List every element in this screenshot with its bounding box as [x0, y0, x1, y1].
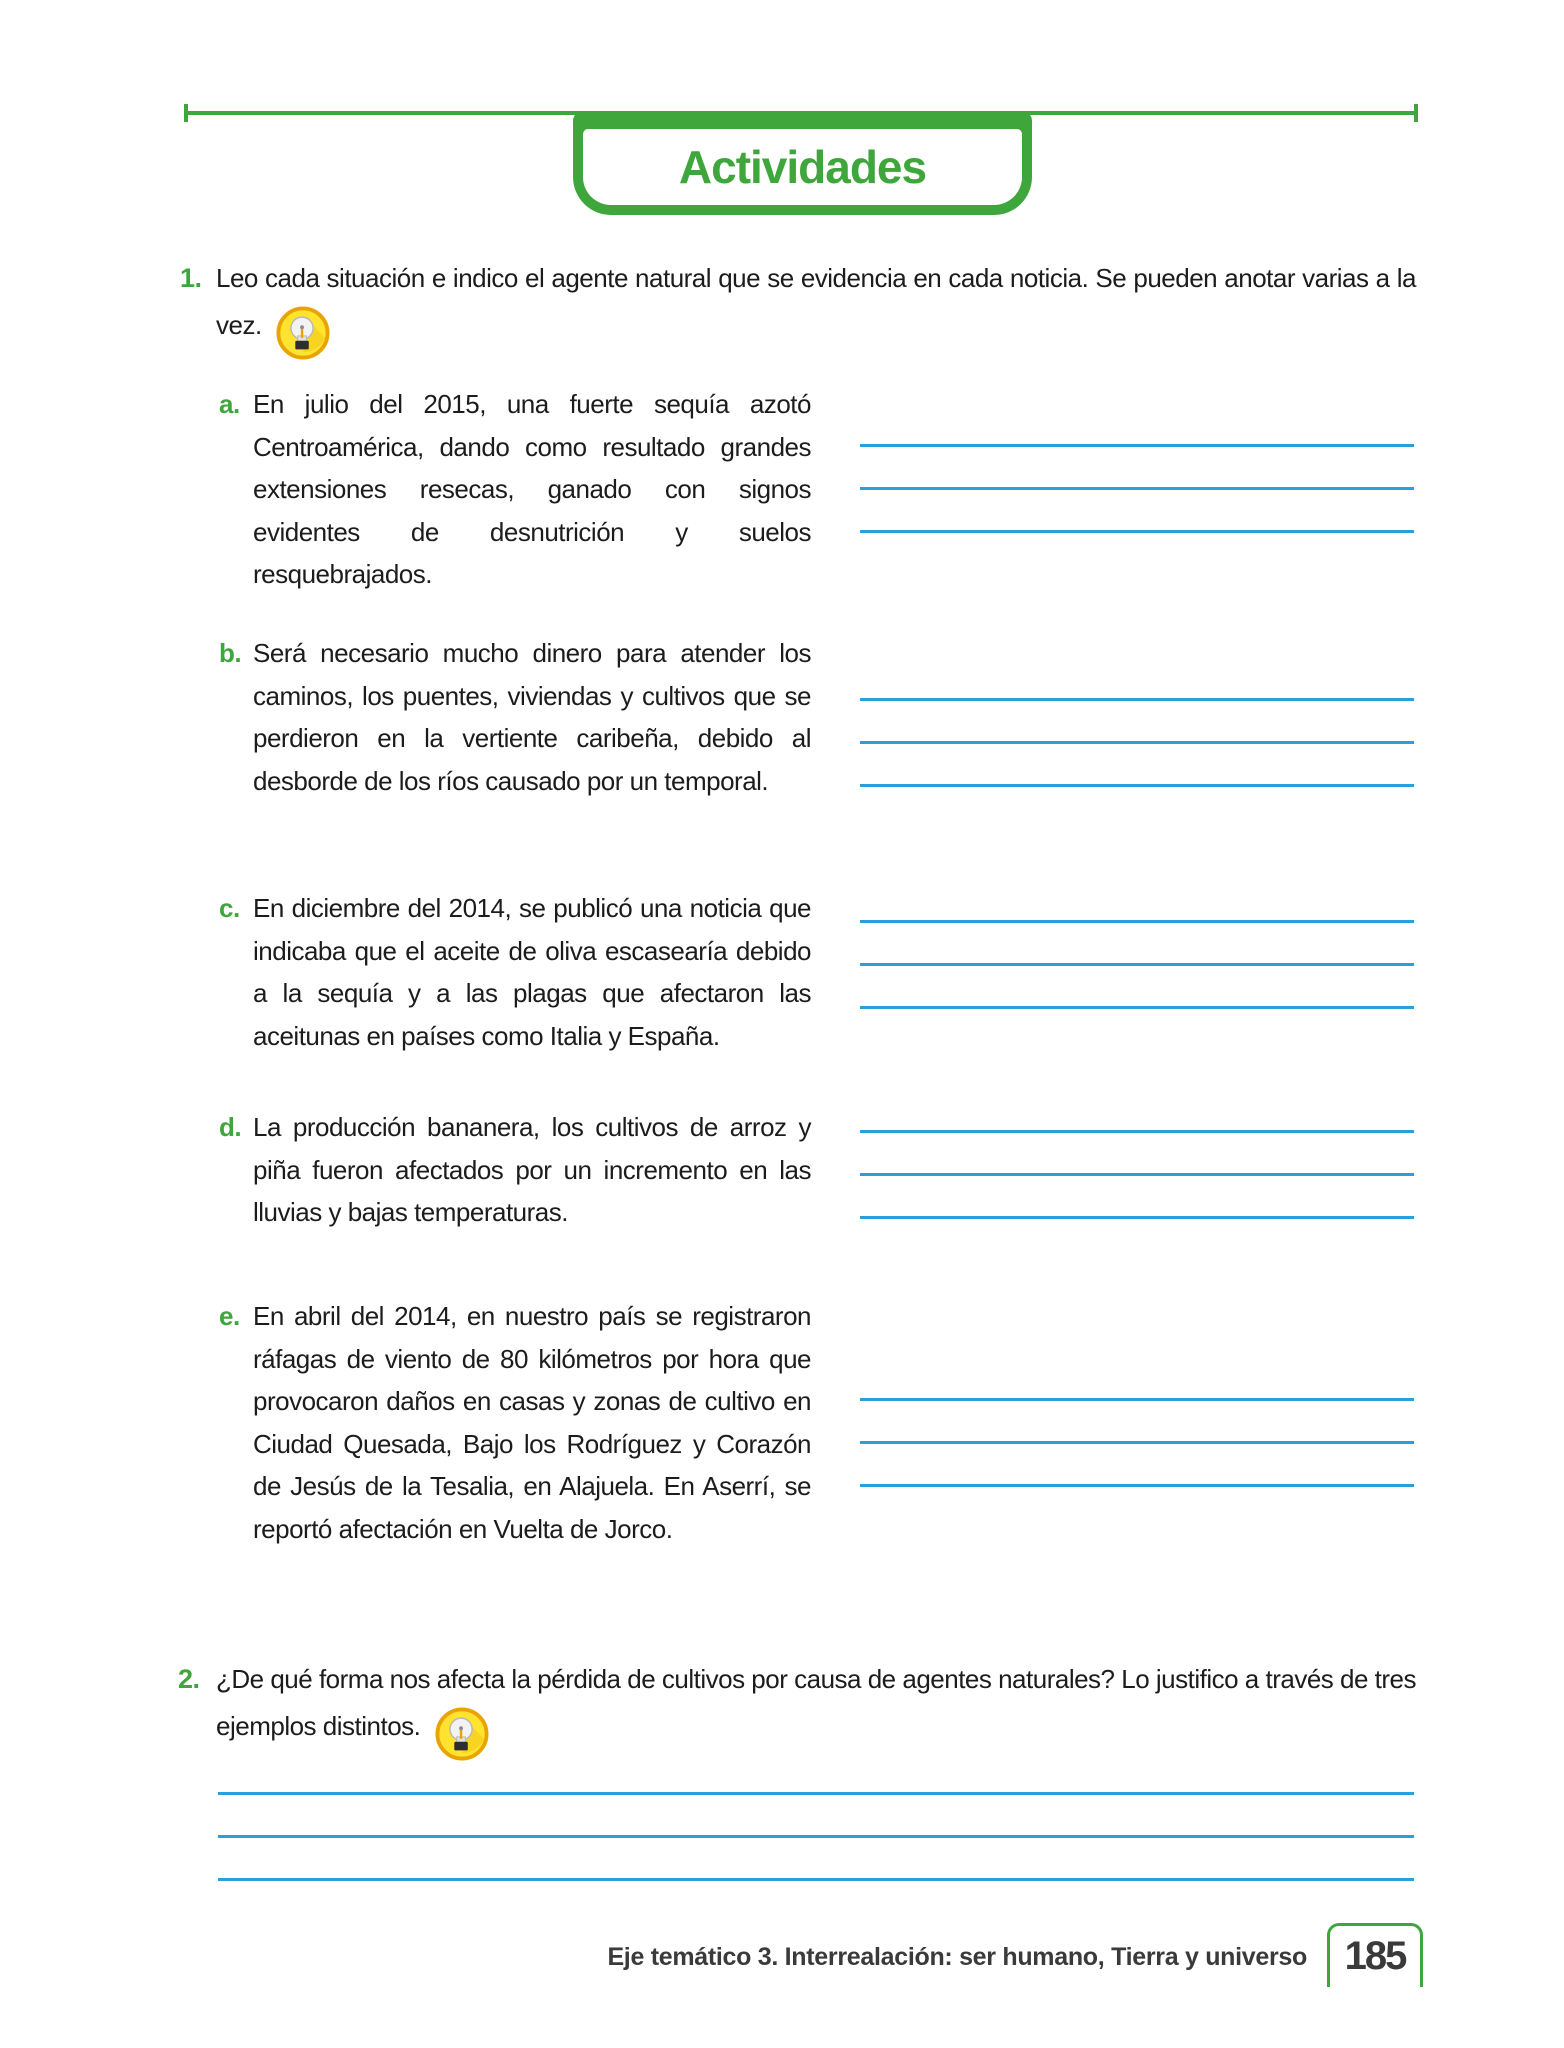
sub-item-c-text: En diciembre del 2014, se publicó una noticia que indicaba que el aceite de oliva escasearía debido a la sequía y a las plagas que afectaron las aceitunas en países como Italia y España.	[253, 893, 811, 1051]
footer-chapter: Eje temático 3. Interrealación: ser humano, Tierra y universo	[607, 1943, 1307, 1971]
page-title: Actividades	[678, 141, 927, 193]
exercise-1-prompt	[216, 257, 1416, 354]
page-number: 185	[1344, 1934, 1406, 1978]
sub-item-e-text: En abril del 2014, en nuestro país se registraron ráfagas de viento de 80 kilómetros por hora que provocaron daños en casas y zonas de cultivo en Ciudad Quesada, Bajo los Rodríguez y Corazón de Jesús de la Tesalia, en Alajuela. En Aserrí, se reportó afectación en Vuelta de Jorco.	[253, 1301, 811, 1544]
exercise-2-prompt-text: ¿De qué forma nos afecta la pérdida de cultivos por causa de agentes naturales? Lo justifico a través de tres ejemplos distintos.	[216, 1664, 1416, 1741]
answer-line	[860, 1216, 1414, 1219]
activities-tab-inner	[583, 129, 1022, 205]
answer-line	[860, 530, 1414, 533]
answer-line	[860, 1398, 1414, 1401]
answer-line	[218, 1878, 1414, 1881]
answer-line	[218, 1792, 1414, 1795]
answer-line	[860, 784, 1414, 787]
sub-item-b-label: b.	[219, 638, 242, 668]
exercise-1-prompt-text: Leo cada situación e indico el agente natural que se evidencia en cada noticia. Se pueden anotar varias a la vez.	[216, 263, 1416, 340]
sub-item-a-text: En julio del 2015, una fuerte sequía azotó Centroamérica, dando como resultado grandes extensiones resecas, ganado con signos evidentes de desnutrición y suelos resquebrajados.	[253, 389, 811, 589]
answer-line	[218, 1835, 1414, 1838]
answer-line	[860, 963, 1414, 966]
answer-line	[860, 1441, 1414, 1444]
activities-tab	[573, 111, 1032, 215]
lightbulb-icon	[276, 306, 330, 360]
answer-line	[860, 698, 1414, 701]
header-rule-left-tick	[184, 104, 188, 122]
page-number-box	[1327, 1923, 1423, 1987]
answer-line	[860, 487, 1414, 490]
answer-line	[860, 920, 1414, 923]
sub-item-c-label: c.	[219, 893, 240, 923]
answer-line	[860, 1173, 1414, 1176]
sub-item-d-text: La producción bananera, los cultivos de arroz y piña fueron afectados por un incremento en las lluvias y bajas temperaturas.	[253, 1112, 811, 1227]
answer-line	[860, 1006, 1414, 1009]
sub-item-b-text: Será necesario mucho dinero para atender los caminos, los puentes, viviendas y cultivos que se perdieron en la vertiente caribeña, debido al desborde de los ríos causado por un temporal.	[253, 638, 811, 796]
exercise-2-prompt	[216, 1658, 1416, 1755]
answer-line	[860, 1130, 1414, 1133]
sub-item-e-label: e.	[219, 1301, 240, 1331]
exercise-2-number: 2.	[178, 1664, 200, 1694]
answer-line	[860, 1484, 1414, 1487]
answer-line	[860, 741, 1414, 744]
sub-item-d-label: d.	[219, 1112, 242, 1142]
lightbulb-icon	[435, 1707, 489, 1761]
answer-line	[860, 444, 1414, 447]
header-rule-right-tick	[1414, 104, 1418, 122]
exercise-1-number: 1.	[180, 263, 202, 293]
sub-item-a-label: a.	[219, 389, 240, 419]
